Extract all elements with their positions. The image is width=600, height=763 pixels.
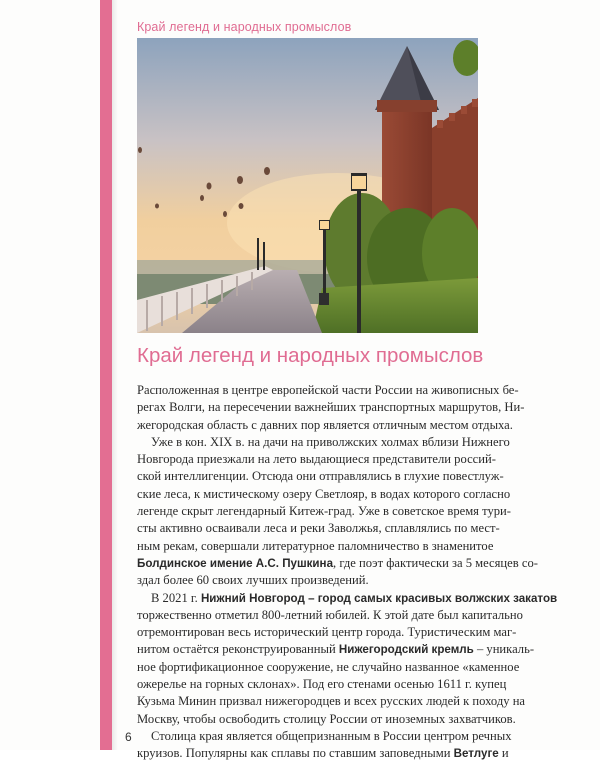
- text-line: [137, 745, 509, 762]
- paragraph-2: [137, 434, 538, 590]
- paragraph-3: [137, 590, 558, 728]
- text-line: Расположенная в центре европейской части России на живописных бе-: [137, 383, 519, 397]
- page-gutter-shadow: [112, 0, 118, 750]
- paragraph-1: [137, 382, 525, 434]
- text-line: Кузьма Минин призвал нижегородцев и всех русских людей к походу на: [137, 694, 526, 709]
- text-line: Уже в кон. XIX в. на дачи на приволжских холмах вблизи Нижнего: [151, 434, 510, 449]
- page-number: 6: [125, 730, 132, 744]
- text-line: [137, 555, 538, 572]
- running-head: Край легенд и народных промыслов: [137, 20, 352, 34]
- text-line: здал более 60 своих лучших произведений.: [137, 573, 369, 588]
- text-fragment: В 2021 г.: [151, 590, 201, 605]
- text-fragment: , где поэт фактически за 5 месяцев со-: [333, 555, 538, 570]
- text-fragment: и: [498, 746, 509, 761]
- text-line: [137, 590, 558, 607]
- text-line: легенде скрыт легендарный Китеж-град. Уже в советское время тури-: [137, 504, 511, 519]
- text-line: ской интеллигенции. Отсюда они отправлялись в глухие повестлуж-: [137, 469, 504, 484]
- text-fragment: круизов. Популярны как сплавы по ставшим заповедными: [137, 746, 454, 761]
- photo-kremlin-tower: [137, 38, 478, 333]
- text-line: регах Волги, на пересечении важнейших транспортных маршрутов, Ни-: [137, 400, 525, 415]
- paragraph-4: [137, 728, 512, 763]
- text-line: жегородская область с давних пор является отличным местом отдыха.: [137, 417, 513, 432]
- text-line: ожерелье на горных склонах». Под его стенами осенью 1611 г. купец: [137, 677, 507, 692]
- page-edge-accent: [100, 0, 112, 750]
- text-line: отремонтирован весь исторический центр города. Туристическим маг-: [137, 625, 517, 640]
- section-heading: Край легенд и народных промыслов: [137, 344, 484, 367]
- bold-term-vetluga: Ветлуге: [453, 747, 499, 761]
- text-line: Москву, чтобы освободить столицу России от иноземных захватчиков.: [137, 711, 516, 726]
- text-line: ное фортификационное сооружение, не случайно названное «каменное: [137, 659, 520, 674]
- text-line: Столица края является общепризнанным в России центром речных: [151, 728, 512, 743]
- bold-term-nizhny: Нижний Новгород – город самых красивых волжских закатов: [200, 591, 558, 605]
- article-body: [137, 382, 558, 763]
- text-line: Новгорода приезжали на лето выдающиеся представители россий-: [137, 452, 496, 467]
- text-line: сты активно осваивали леса и реки Заволжья, сплавлялись по мест-: [137, 521, 500, 536]
- text-line: ские леса, к мистическому озеру Светлояр, в водах которого согласно: [137, 486, 511, 501]
- text-fragment: – уникаль-: [473, 642, 535, 657]
- text-fragment: нитом остаётся реконструированный: [137, 642, 339, 657]
- bold-term-kremlin: Нижегородский кремль: [338, 643, 474, 657]
- bold-term-boldino: Болдинское имение А.С. Пушкина: [137, 556, 334, 570]
- text-line: [137, 641, 535, 658]
- text-line: торжественно отметил 800-летний юбилей. К этой дате был капитально: [137, 607, 523, 622]
- text-line: ным рекам, совершали литературное паломничество в знаменитое: [137, 538, 494, 553]
